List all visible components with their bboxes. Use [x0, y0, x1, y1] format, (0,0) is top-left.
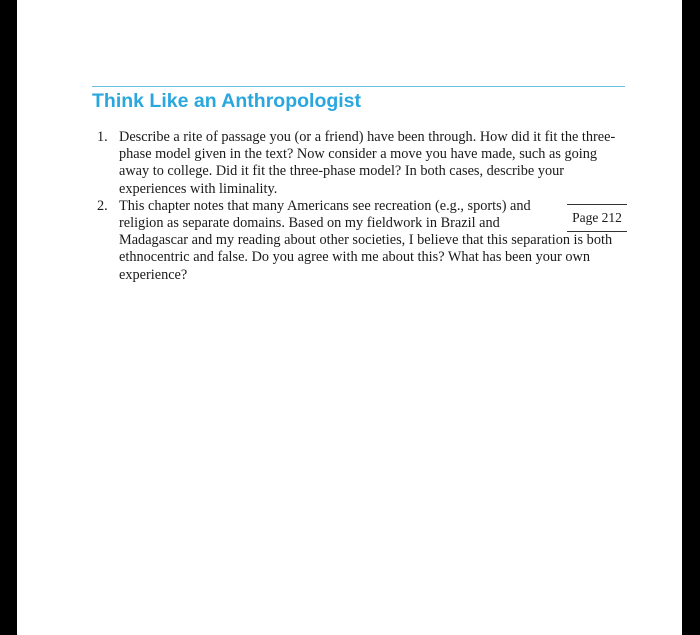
section-title: Think Like an Anthropologist — [92, 90, 362, 112]
list-item — [95, 198, 625, 284]
question-text: Describe a rite of passage you (or a friend) have been through. How did it fit the three-phase model given in the text? Now consider a move you have made, such as going away to college. Did it fit the three-phase model? In both cases, describe your experiences with liminality. — [119, 129, 616, 197]
question-text: This chapter notes that many Americans see recreation (e.g., sports) and religion as separate domains. Based on my fieldwork in Brazil and Madagascar and my reading about other societies, I believe that this separation is both ethnocentric and false. Do you agree with me about this? What has been your own experience? — [119, 197, 613, 283]
question-number: 1. — [97, 129, 108, 145]
question-list — [95, 129, 625, 284]
question-number: 2. — [97, 197, 108, 214]
question-body — [119, 198, 625, 284]
section-divider — [92, 86, 625, 87]
document-page — [17, 0, 682, 635]
page-marker: Page 212 — [567, 204, 627, 232]
list-item — [95, 129, 625, 198]
